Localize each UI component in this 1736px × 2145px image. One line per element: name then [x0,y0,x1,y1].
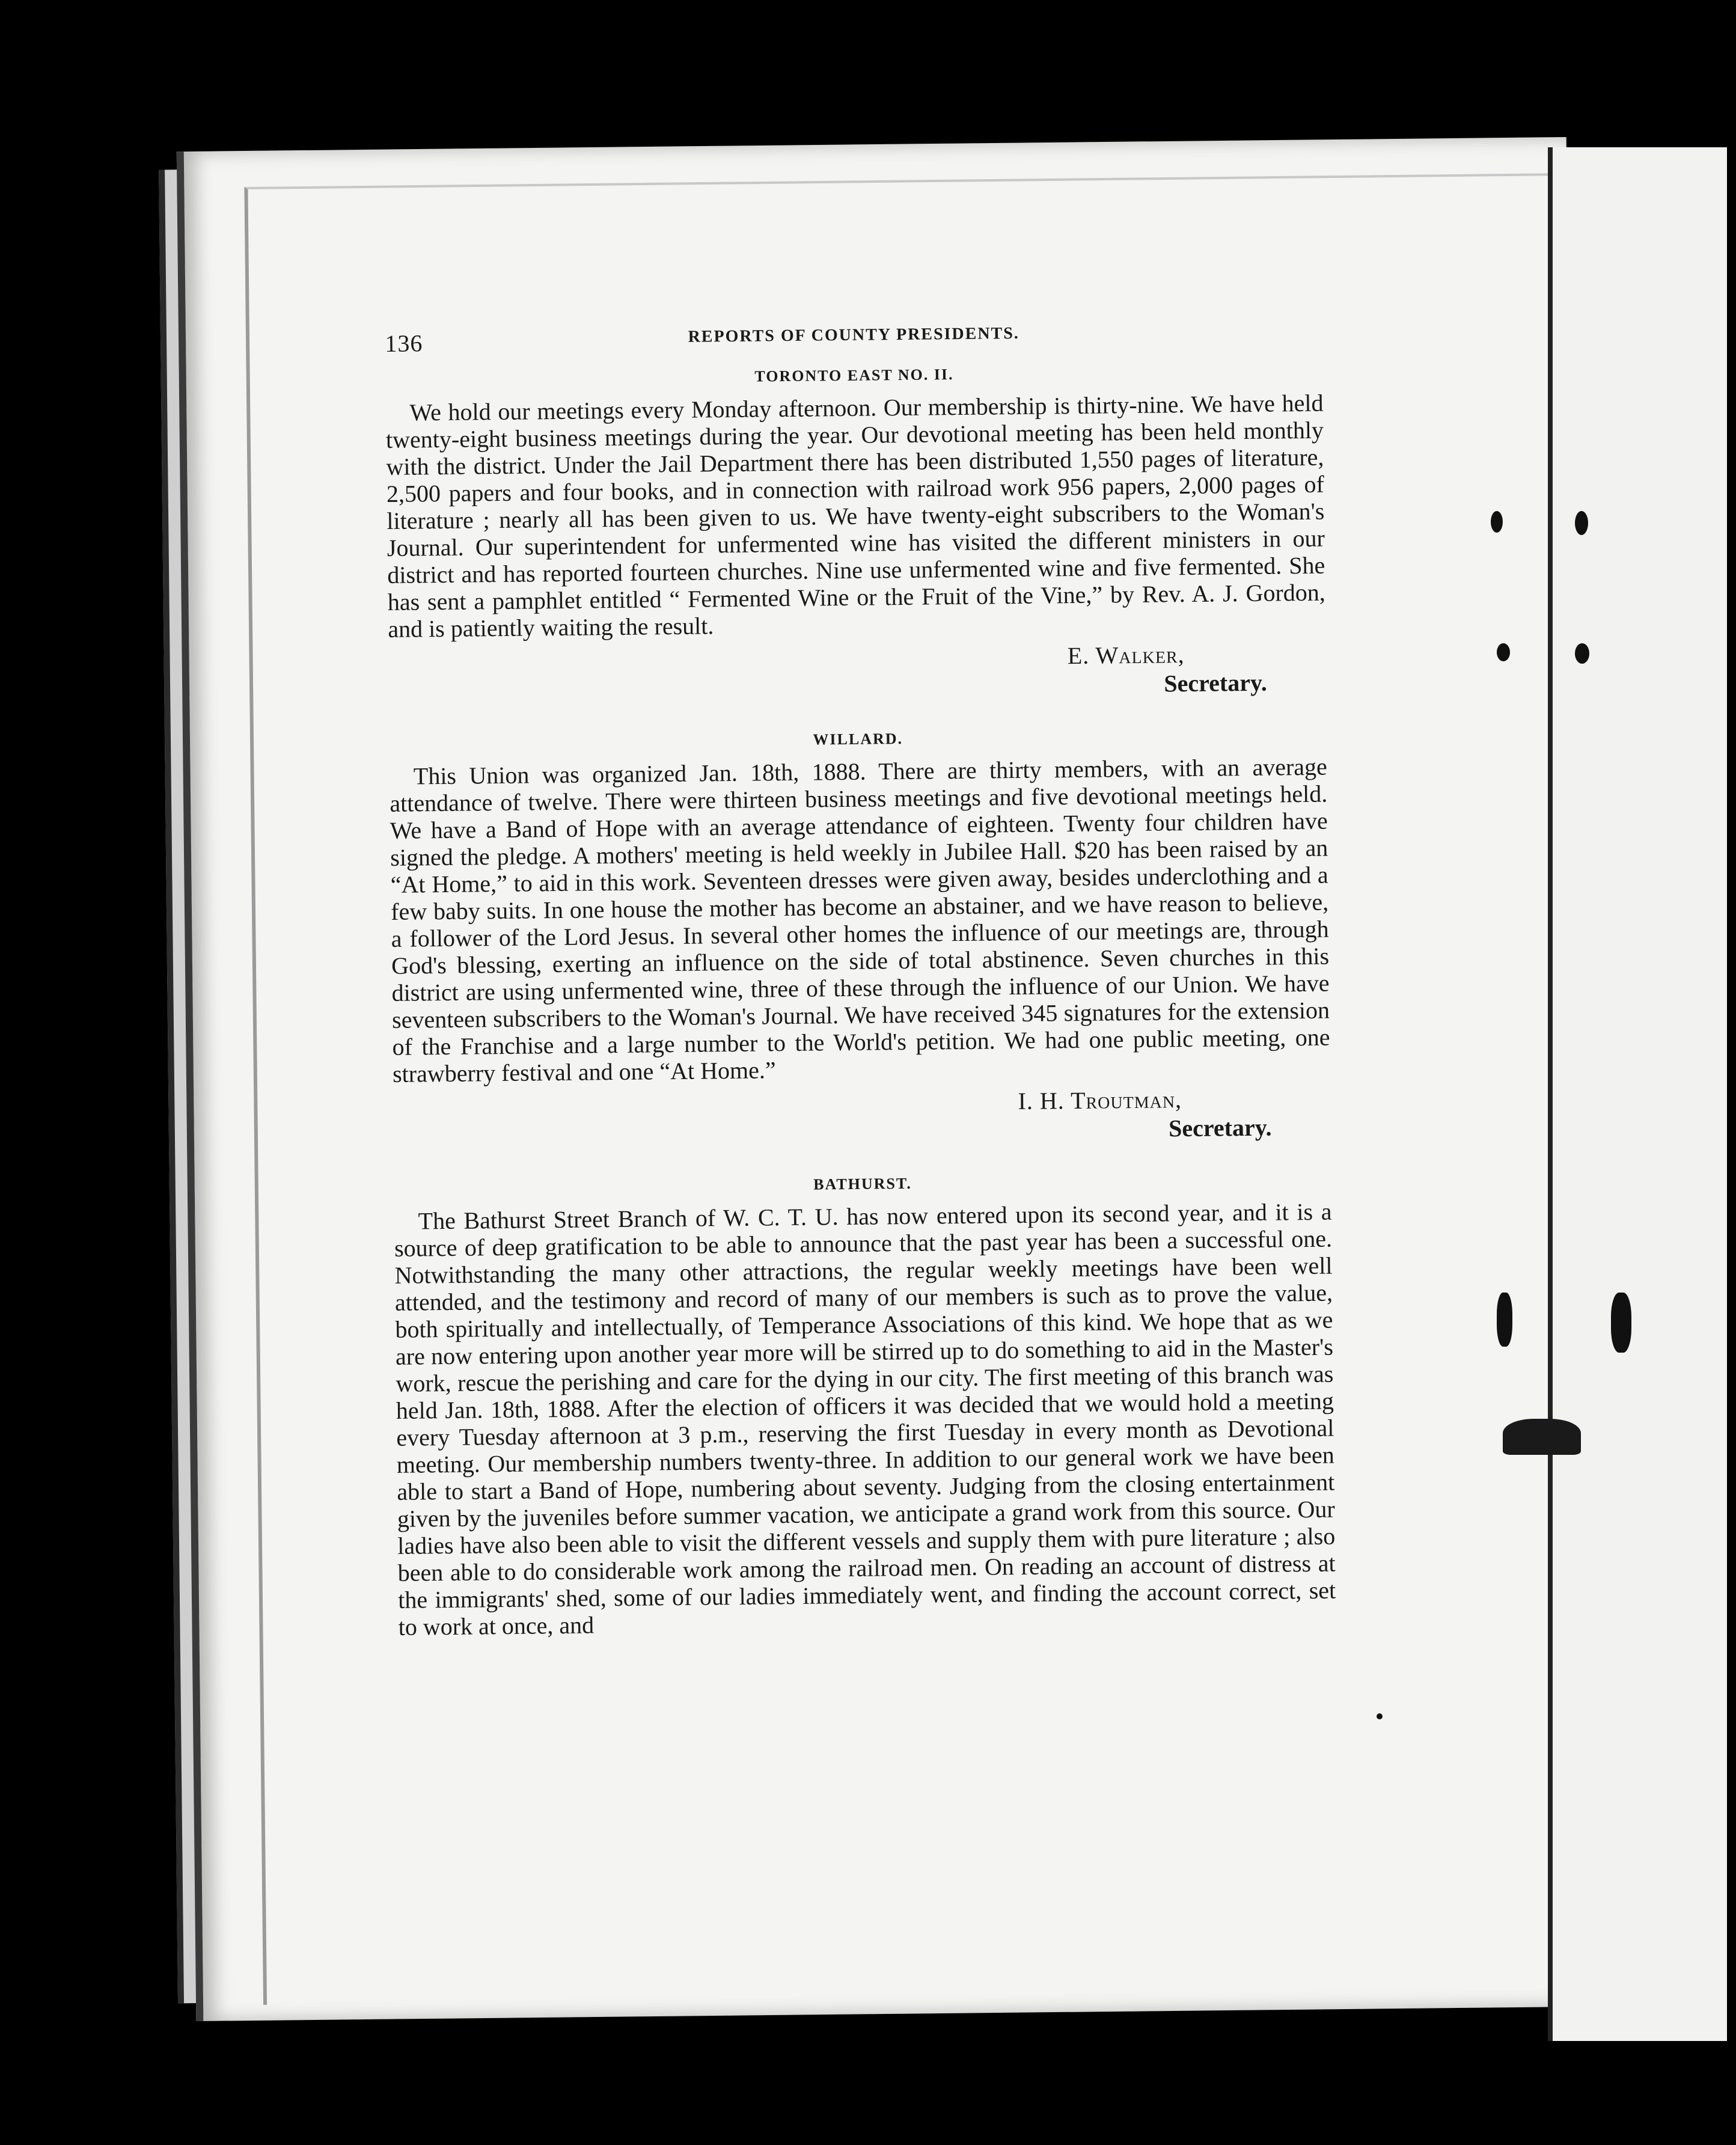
signature-name: I. H. Troutman, [1018,1086,1182,1115]
ink-spot [1497,1293,1512,1347]
ink-spot [1497,643,1510,661]
ink-spot [1575,643,1589,664]
page-content [385,315,1336,1641]
signature [388,639,1327,706]
ink-spot [1491,511,1503,533]
section-willard [389,726,1331,1151]
section-heading: WILLARD. [813,730,903,748]
section-toronto-east [385,362,1327,706]
section-heading: TORONTO EAST NO. II. [754,366,954,385]
binding-thread [1503,1419,1581,1455]
signature [393,1084,1331,1151]
section-paragraph: We hold our meetings every Monday afternoon. Our membership is thirty-nine. We have held twenty-eight business meetings during the year. Our devotional meeting has been held monthly with the district. Under the Jail Department there has been distributed 1,550 pages of literature, 2,500 papers and four books, and in connection with railroad work 956 papers, 2,000 pages of literature ; nearly all has been given to us. We have twenty-eight subscribers to the Woman's Journal. Our superintendent for unfermented wine has visited the different ministers in our district and has reported fourteen churches. Nine use unfermented wine and five fermented. She has sent a pamphlet entitled “ Fermented Wine or the Fruit of the Vine,” by Rev. A. J. Gordon, and is patiently waiting the result. [385,389,1325,643]
running-title: REPORTS OF COUNTY PRESIDENTS. [688,323,1019,346]
section-bathurst [394,1170,1336,1641]
signature-name: E. Walker, [1067,641,1185,670]
ink-spot [1377,1713,1383,1719]
section-paragraph: The Bathurst Street Branch of W. C. T. U. has now entered upon its second year, and it is a source of deep gratification to be able to announce that the past year has been a successful one. Notwithstanding the many other attractions, the regular weekly meetings have been well attended, and the testimony and record of many of our members is such as to prove the value, both spiritually and intellectually, of Temperance Associations of this kind. We hope that as we are now entering upon another year more will be stirred up to do something to aid in the Master's work, rescue the perishing and care for the dying in our city. The first meeting of this branch was held Jan. 18th, 1888. After the election of officers it was decided that we would hold a meeting every Tuesday afternoon at 3 p.m., reserving the first Tuesday in every month as Devotional meeting. Our membership numbers twenty-three. In addition to our general work we have been able to start a Band of Hope, numbering about seventy. Judging from the closing entertainment given by the juveniles before summer vacation, we anticipate a grand work from this source. Our ladies have also been able to visit the different vessels and supply them with pure literature ; also been able to do considerable work among the railroad men. On reading an account of distress at the immigrants' shed, some of our ladies immediately went, and finding the account correct, set to work at once, and [394,1198,1336,1641]
ink-spot [1611,1293,1631,1353]
page-number: 136 [385,329,423,357]
section-paragraph: This Union was organized Jan. 18th, 1888. There are thirty members, with an average attendance of twelve. There were thirteen business meetings and five devotional meetings held. We have a Band of Hope with an average attendance of eighteen. Twenty four children have signed the pledge. A mothers' meeting is held weekly in Jubilee Hall. $20 has been raised by an “At Home,” to aid in this work. Seventeen dresses were given away, besides underclothing and a few baby suits. In one house the mother has become an abstainer, and we have reason to believe, a follower of the Lord Jesus. In several other homes the influence of our meetings are, through God's blessing, exerting an influence on the side of total abstinence. Seven churches in this district are using unfermented wine, three of these through the influence of our Union. We have seventeen subscribers to the Woman's Journal. We have received 345 signatures for the extension of the Franchise and a large number to the World's petition. We had one public meeting, one strawberry festival and one “At Home.” [390,753,1330,1088]
ink-spot [1575,511,1588,535]
signature-role: Secretary. [1164,669,1267,697]
facing-page-edge [1548,147,1727,2041]
section-heading: BATHURST. [813,1174,912,1193]
signature-role: Secretary. [1168,1113,1272,1142]
